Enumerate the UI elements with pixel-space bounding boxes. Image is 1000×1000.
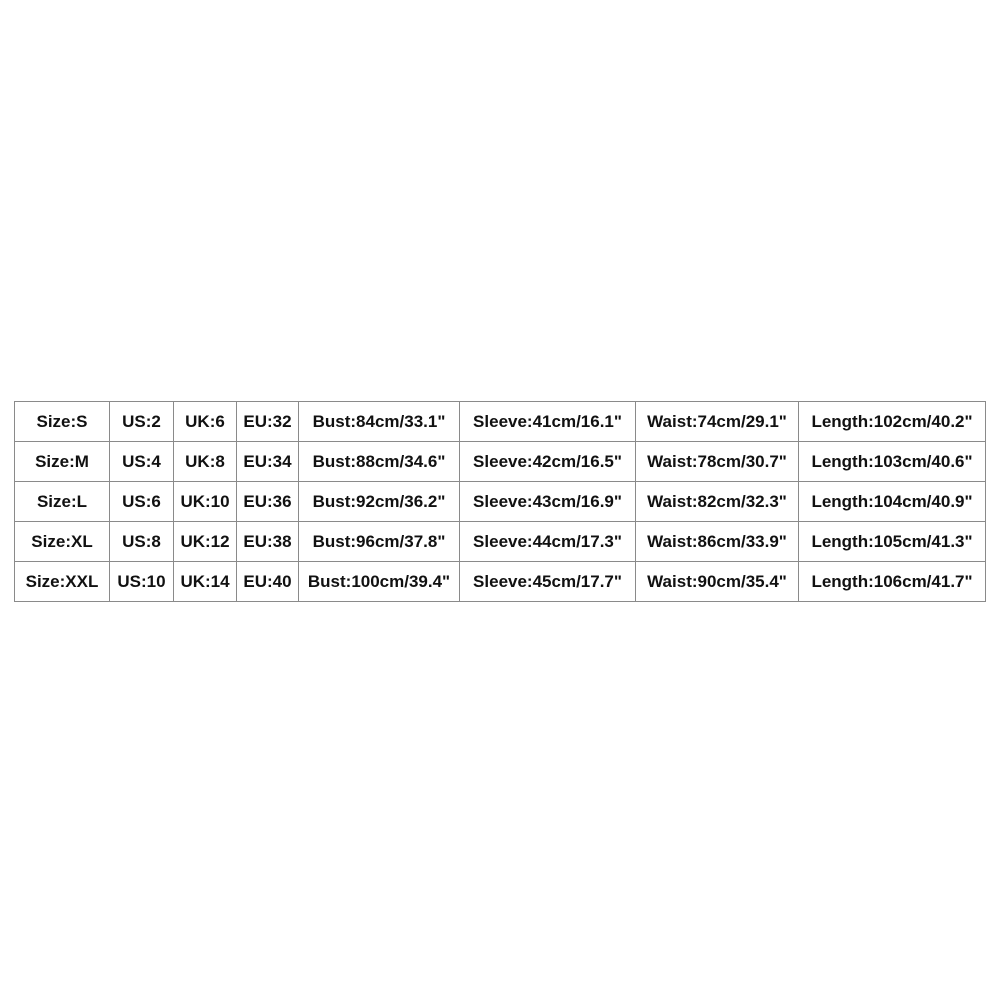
waist-cell: Waist:78cm/30.7" (636, 442, 799, 482)
uk-size-cell: UK:8 (174, 442, 237, 482)
size-chart-table (14, 401, 986, 602)
size-cell: Size:S (15, 402, 110, 442)
length-cell: Length:104cm/40.9" (799, 482, 986, 522)
sleeve-cell: Sleeve:41cm/16.1" (460, 402, 636, 442)
uk-size-cell: UK:6 (174, 402, 237, 442)
table-row (15, 522, 986, 562)
uk-size-cell: UK:10 (174, 482, 237, 522)
eu-size-cell: EU:36 (237, 482, 299, 522)
eu-size-cell: EU:32 (237, 402, 299, 442)
table-row (15, 442, 986, 482)
waist-cell: Waist:90cm/35.4" (636, 562, 799, 602)
bust-cell: Bust:100cm/39.4" (299, 562, 460, 602)
sleeve-cell: Sleeve:44cm/17.3" (460, 522, 636, 562)
us-size-cell: US:4 (110, 442, 174, 482)
length-cell: Length:105cm/41.3" (799, 522, 986, 562)
size-cell: Size:XL (15, 522, 110, 562)
uk-size-cell: UK:12 (174, 522, 237, 562)
size-cell: Size:XXL (15, 562, 110, 602)
bust-cell: Bust:92cm/36.2" (299, 482, 460, 522)
us-size-cell: US:8 (110, 522, 174, 562)
uk-size-cell: UK:14 (174, 562, 237, 602)
length-cell: Length:106cm/41.7" (799, 562, 986, 602)
waist-cell: Waist:74cm/29.1" (636, 402, 799, 442)
us-size-cell: US:2 (110, 402, 174, 442)
length-cell: Length:102cm/40.2" (799, 402, 986, 442)
size-cell: Size:L (15, 482, 110, 522)
us-size-cell: US:6 (110, 482, 174, 522)
size-cell: Size:M (15, 442, 110, 482)
table-row (15, 402, 986, 442)
waist-cell: Waist:82cm/32.3" (636, 482, 799, 522)
eu-size-cell: EU:40 (237, 562, 299, 602)
sleeve-cell: Sleeve:43cm/16.9" (460, 482, 636, 522)
table-row (15, 562, 986, 602)
bust-cell: Bust:96cm/37.8" (299, 522, 460, 562)
sleeve-cell: Sleeve:45cm/17.7" (460, 562, 636, 602)
bust-cell: Bust:84cm/33.1" (299, 402, 460, 442)
eu-size-cell: EU:38 (237, 522, 299, 562)
eu-size-cell: EU:34 (237, 442, 299, 482)
bust-cell: Bust:88cm/34.6" (299, 442, 460, 482)
sleeve-cell: Sleeve:42cm/16.5" (460, 442, 636, 482)
us-size-cell: US:10 (110, 562, 174, 602)
table-row (15, 482, 986, 522)
length-cell: Length:103cm/40.6" (799, 442, 986, 482)
waist-cell: Waist:86cm/33.9" (636, 522, 799, 562)
